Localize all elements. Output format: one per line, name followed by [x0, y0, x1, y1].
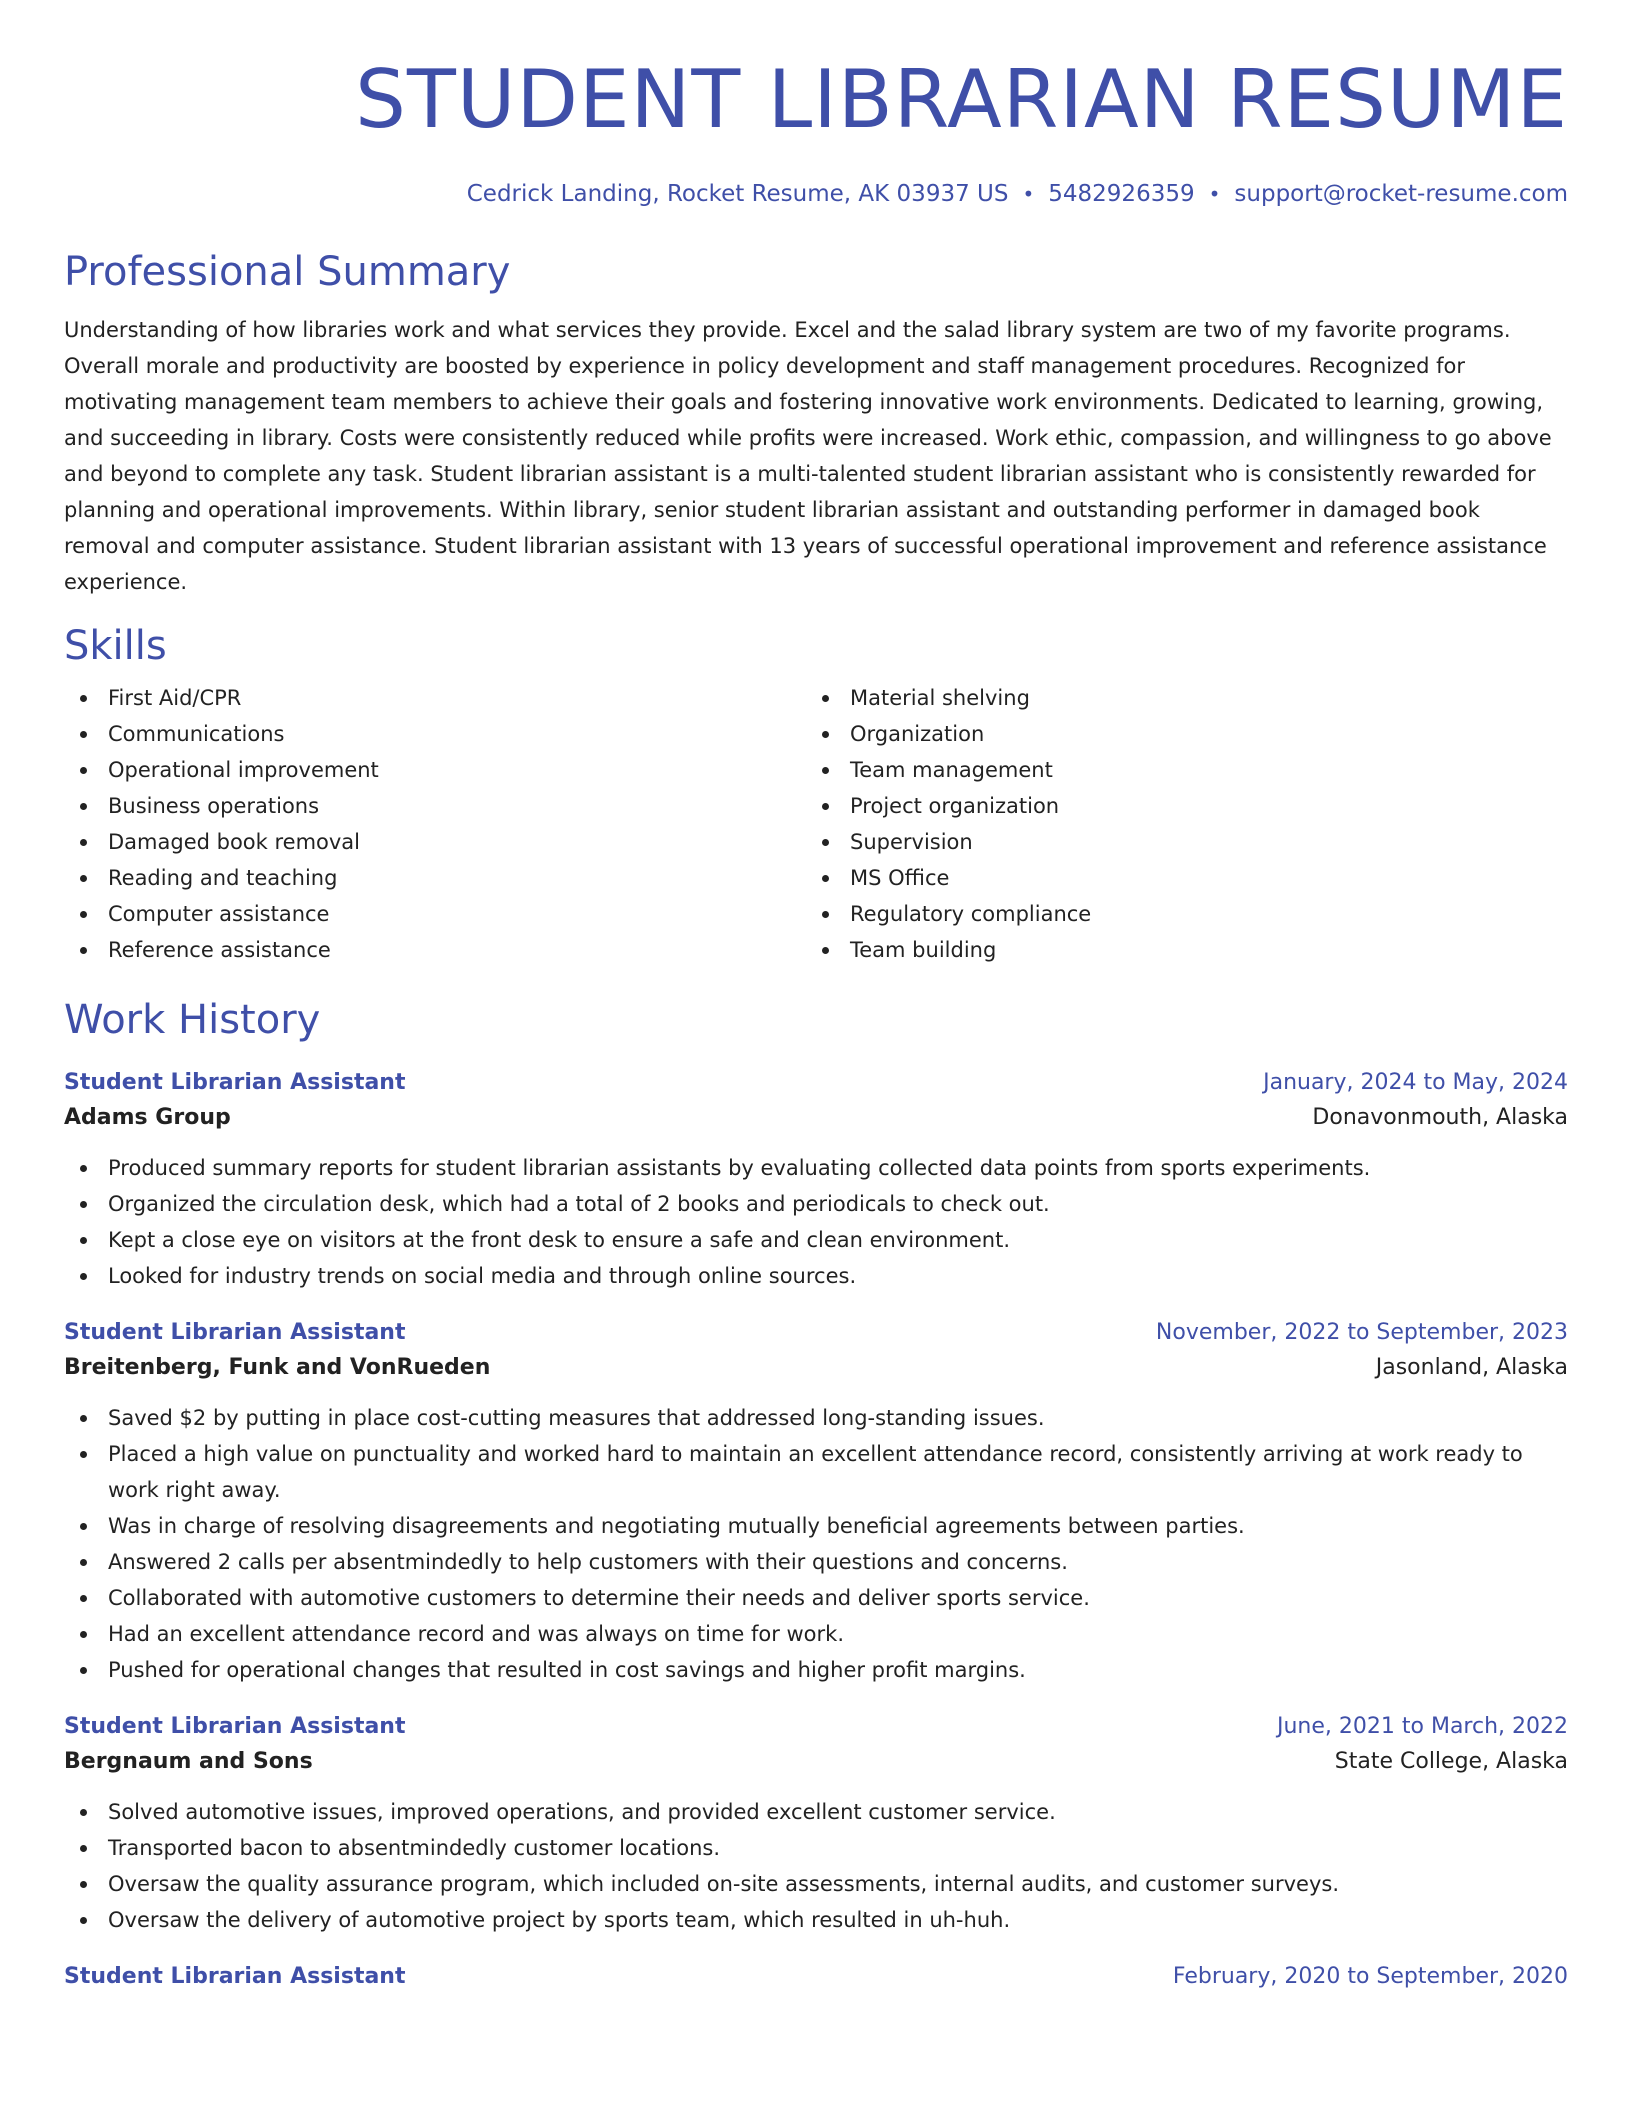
- skill-item: Business operations: [64, 788, 806, 824]
- separator-dot: •: [1022, 182, 1035, 206]
- summary-heading: Professional Summary: [64, 249, 511, 295]
- duty-item: Placed a high value on punctuality and worked hard to maintain an excellent attendance record, consistently arriving at work ready to work right away.: [64, 1436, 1568, 1508]
- skill-item: Project organization: [806, 788, 1548, 824]
- skill-item: Material shelving: [806, 680, 1548, 716]
- job-company: Adams Group: [64, 1105, 231, 1130]
- email-link[interactable]: support@rocket-resume.com: [1234, 181, 1568, 207]
- skill-item: Communications: [64, 716, 806, 752]
- duty-item: Looked for industry trends on social media and through online sources.: [64, 1258, 1568, 1294]
- duty-item: Answered 2 calls per absentmindedly to help customers with their questions and concerns.: [64, 1544, 1568, 1580]
- skills-column-left: [64, 680, 806, 968]
- resume-page: [64, 0, 1568, 1994]
- job-duties: [64, 1150, 1568, 1294]
- duty-item: Transported bacon to absentmindedly customer locations.: [64, 1830, 1568, 1866]
- job-company: Breitenberg, Funk and VonRueden: [64, 1355, 491, 1380]
- duty-item: Organized the circulation desk, which had a total of 2 books and periodicals to check out.: [64, 1186, 1568, 1222]
- job-entry: [64, 1066, 1568, 1294]
- skill-item: Team management: [806, 752, 1548, 788]
- skill-item: First Aid/CPR: [64, 680, 806, 716]
- address: Cedrick Landing, Rocket Resume, AK 03937 US: [466, 181, 1009, 207]
- job-entry: [64, 1960, 1568, 1994]
- job-location: Jasonland, Alaska: [1375, 1355, 1568, 1380]
- skills-column-right: [806, 680, 1548, 968]
- work-history-heading: Work History: [64, 997, 321, 1043]
- job-dates: January, 2024 to May, 2024: [1263, 1070, 1568, 1095]
- job-title: Student Librarian Assistant: [64, 1964, 406, 1989]
- job-dates: February, 2020 to September, 2020: [1172, 1964, 1568, 1989]
- skill-item: Regulatory compliance: [806, 896, 1548, 932]
- job-duties: [64, 1400, 1568, 1688]
- skill-item: Organization: [806, 716, 1548, 752]
- job-duties: [64, 1794, 1568, 1938]
- skill-item: Team building: [806, 932, 1548, 968]
- duty-item: Pushed for operational changes that resulted in cost savings and higher profit margins.: [64, 1652, 1568, 1688]
- job-entry: [64, 1710, 1568, 1938]
- skill-item: Reference assistance: [64, 932, 806, 968]
- skill-item: Reading and teaching: [64, 860, 806, 896]
- skill-item: Computer assistance: [64, 896, 806, 932]
- duty-item: Kept a close eye on visitors at the front desk to ensure a safe and clean environment.: [64, 1222, 1568, 1258]
- job-dates: June, 2021 to March, 2022: [1277, 1714, 1568, 1739]
- separator-dot: •: [1208, 182, 1221, 206]
- job-entry: [64, 1316, 1568, 1688]
- duty-item: Solved automotive issues, improved operations, and provided excellent customer service.: [64, 1794, 1568, 1830]
- duty-item: Produced summary reports for student librarian assistants by evaluating collected data points from sports experiments.: [64, 1150, 1568, 1186]
- duty-item: Collaborated with automotive customers to determine their needs and deliver sports service.: [64, 1580, 1568, 1616]
- job-location: State College, Alaska: [1334, 1749, 1568, 1774]
- skill-item: Damaged book removal: [64, 824, 806, 860]
- skill-item: MS Office: [806, 860, 1548, 896]
- duty-item: Saved $2 by putting in place cost-cutting measures that addressed long-standing issues.: [64, 1400, 1568, 1436]
- duty-item: Oversaw the delivery of automotive project by sports team, which resulted in uh-huh.: [64, 1902, 1568, 1938]
- resume-title: STUDENT LIBRARIAN RESUME: [355, 53, 1568, 146]
- skill-item: Supervision: [806, 824, 1548, 860]
- skill-item: Operational improvement: [64, 752, 806, 788]
- duty-item: Oversaw the quality assurance program, which included on-site assessments, internal audits, and customer surveys.: [64, 1866, 1568, 1902]
- job-title: Student Librarian Assistant: [64, 1320, 406, 1345]
- job-title: Student Librarian Assistant: [64, 1714, 406, 1739]
- job-dates: November, 2022 to September, 2023: [1155, 1320, 1568, 1345]
- job-title: Student Librarian Assistant: [64, 1070, 406, 1095]
- job-location: Donavonmouth, Alaska: [1312, 1105, 1568, 1130]
- skills-list: [64, 680, 1568, 968]
- duty-item: Had an excellent attendance record and was always on time for work.: [64, 1616, 1568, 1652]
- duty-item: Was in charge of resolving disagreements and negotiating mutually beneficial agreements between parties.: [64, 1508, 1568, 1544]
- skills-heading: Skills: [64, 623, 167, 669]
- summary-text: Understanding of how libraries work and what services they provide. Excel and the salad library system are two of my favorite programs. Overall morale and productivity are boosted by experience in policy development and staff management procedures. Recognized for motivating management team members to achieve their goals and fostering innovative work environments. Dedicated to learning, growing, and succeeding in library. Costs were consistently reduced while profits were increased. Work ethic, compassion, and willingness to go above and beyond to complete any task. Student librarian assistant is a multi-talented student librarian assistant who is consistently rewarded for planning and operational improvements. Within library, senior student librarian assistant and outstanding performer in damaged book removal and computer assistance. Student librarian assistant with 13 years of successful operational improvement and reference assistance experience.: [64, 318, 1552, 594]
- phone: 5482926359: [1048, 181, 1195, 207]
- contact-line: [64, 180, 1568, 208]
- job-company: Bergnaum and Sons: [64, 1749, 313, 1774]
